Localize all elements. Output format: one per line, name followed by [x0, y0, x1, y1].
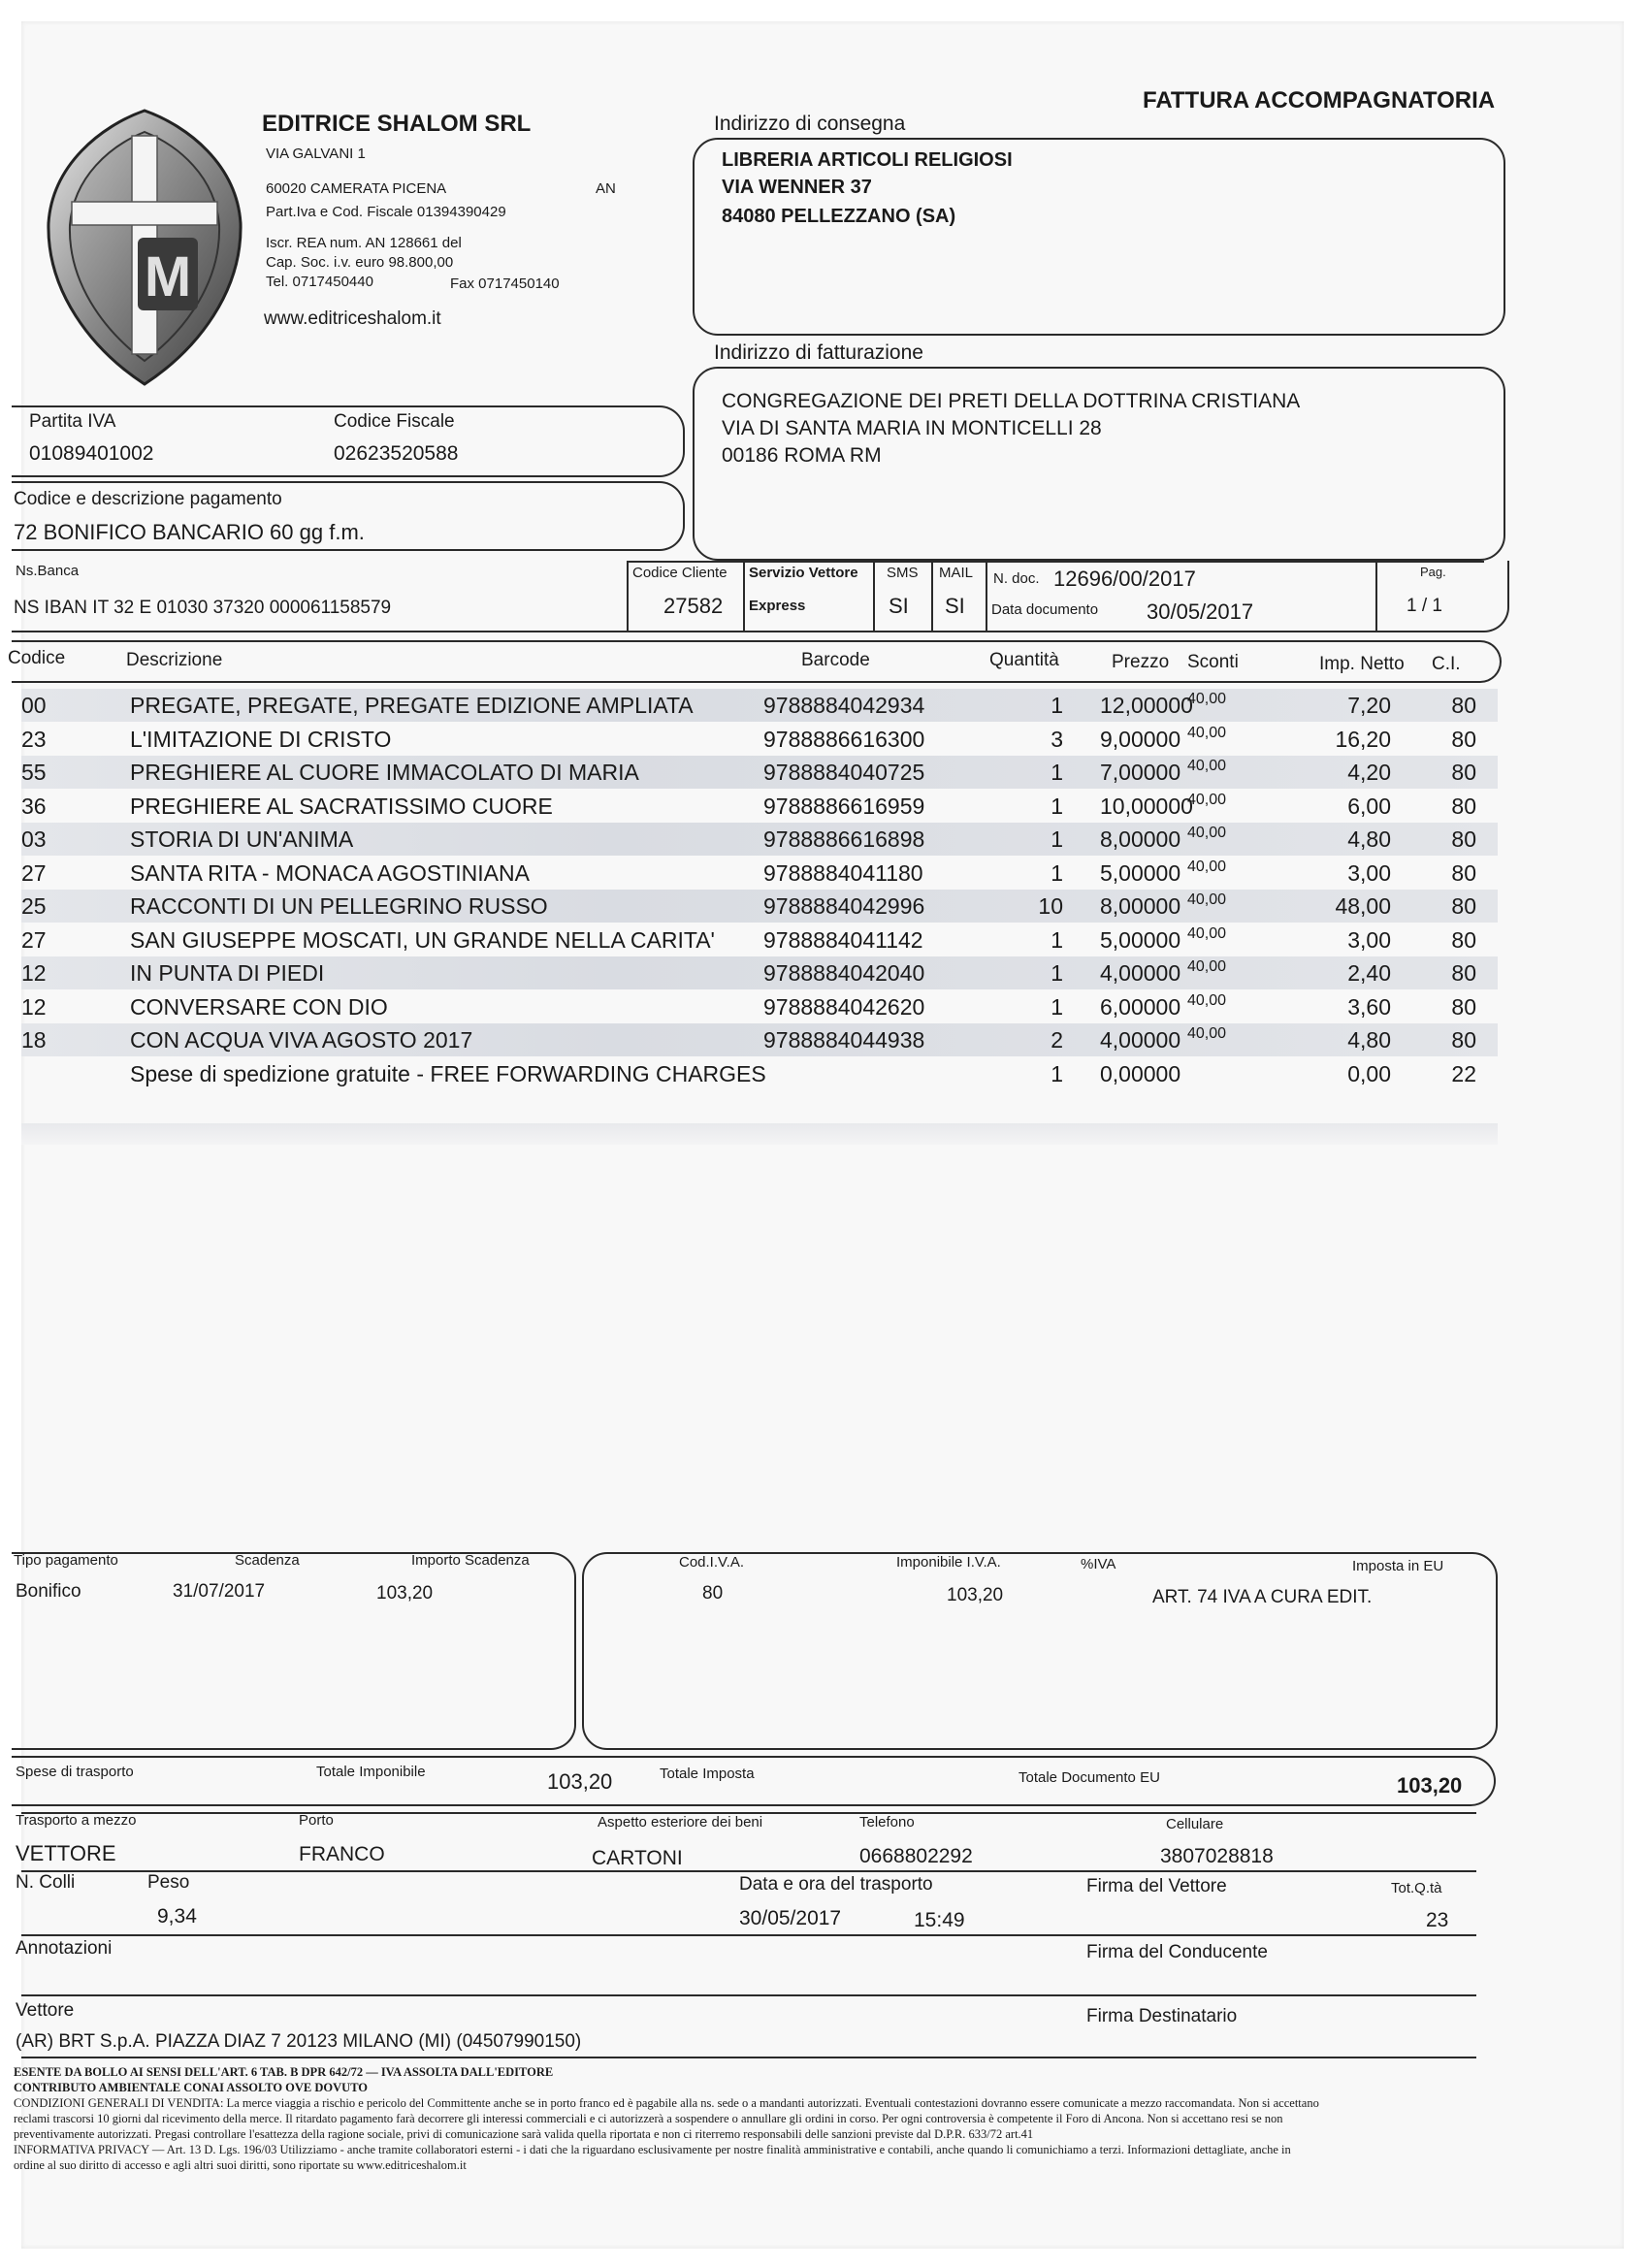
item-barcode: 9788884042934 — [763, 693, 925, 718]
billing-line3: 00186 ROMA RM — [722, 444, 882, 467]
th-desc: Descrizione — [126, 650, 223, 670]
iva-box — [582, 1552, 1498, 1750]
vettore-value: Express — [749, 598, 806, 614]
scadenza-value: 31/07/2017 — [173, 1581, 266, 1602]
annotazioni-label: Annotazioni — [16, 1938, 113, 1959]
item-net-amount: 4,80 — [1347, 1027, 1391, 1053]
item-vat-code: 80 — [1451, 760, 1476, 785]
table-row — [21, 1057, 1498, 1090]
item-discount: 40,00 — [1187, 991, 1227, 1009]
item-description: Spese di spedizione gratuite - FREE FORWARDING CHARGES — [130, 1060, 766, 1086]
company-name: EDITRICE SHALOM SRL — [262, 111, 532, 137]
item-code: 27 — [21, 926, 47, 953]
item-description: CON ACQUA VIVA AGOSTO 2017 — [130, 1027, 473, 1053]
company-capital: Cap. Soc. i.v. euro 98.800,00 — [266, 254, 454, 271]
item-price: 12,00000 — [1100, 693, 1193, 718]
company-fax: Fax 0717450140 — [450, 275, 560, 292]
item-description: PREGATE, PREGATE, PREGATE EDIZIONE AMPLIATA — [130, 693, 694, 718]
company-tel: Tel. 0717450440 — [266, 274, 373, 290]
ora-trasporto-value: 15:49 — [914, 1909, 965, 1931]
item-description: STORIA DI UN'ANIMA — [130, 826, 354, 852]
tot-qta-value: 23 — [1426, 1909, 1449, 1931]
item-price: 10,00000 — [1100, 793, 1193, 819]
item-vat-code: 80 — [1451, 826, 1476, 852]
aspetto-value: CARTONI — [592, 1847, 683, 1869]
vettore-label: Servizio Vettore — [749, 565, 858, 581]
item-net-amount: 0,00 — [1347, 1060, 1391, 1086]
mail-label: MAIL — [939, 565, 974, 581]
codice-fiscale-label: Codice Fiscale — [334, 411, 455, 432]
firma-destinatario-label: Firma Destinatario — [1086, 2006, 1238, 2026]
item-description: IN PUNTA DI PIEDI — [130, 960, 325, 986]
tipo-pagamento-value: Bonifico — [16, 1581, 81, 1602]
item-net-amount: 48,00 — [1335, 893, 1391, 919]
firma-conducente-label: Firma del Conducente — [1086, 1942, 1268, 1962]
table-row — [21, 756, 1498, 789]
billing-line1: CONGREGAZIONE DEI PRETI DELLA DOTTRINA CRISTIANA — [722, 390, 1301, 412]
item-code: 55 — [21, 760, 47, 785]
iva-cod-label: Cod.I.V.A. — [679, 1554, 744, 1571]
item-vat-code: 80 — [1451, 993, 1476, 1020]
totale-imponibile-label: Totale Imponibile — [316, 1764, 426, 1780]
iva-perc-value: ART. 74 IVA A CURA EDIT. — [1152, 1587, 1373, 1607]
sms-value: SI — [889, 594, 909, 618]
bank-value: NS IBAN IT 32 E 01030 37320 000061158579 — [14, 598, 392, 618]
porto-label: Porto — [299, 1812, 334, 1829]
iva-imponibile-label: Imponibile I.V.A. — [896, 1554, 1001, 1571]
data-ora-label: Data e ora del trasporto — [739, 1874, 933, 1895]
item-quantity: 1 — [1051, 693, 1063, 718]
table-header-box — [12, 640, 1502, 683]
item-price: 8,00000 — [1100, 826, 1181, 852]
item-discount: 40,00 — [1187, 1025, 1227, 1042]
item-net-amount: 3,60 — [1347, 993, 1391, 1020]
item-code: 12 — [21, 960, 47, 986]
delivery-line1: LIBRERIA ARTICOLI RELIGIOSI — [722, 149, 1013, 171]
item-barcode: 9788884044938 — [763, 1027, 925, 1053]
item-vat-code: 80 — [1451, 960, 1476, 986]
item-price: 8,00000 — [1100, 893, 1181, 919]
totale-documento-value: 103,20 — [1397, 1773, 1463, 1798]
item-vat-code: 80 — [1451, 859, 1476, 886]
cellulare-label: Cellulare — [1166, 1816, 1224, 1832]
item-quantity: 1 — [1051, 926, 1063, 953]
item-price: 0,00000 — [1100, 1060, 1181, 1086]
company-website: www.editriceshalom.it — [264, 308, 441, 329]
pag-label: Pag. — [1420, 565, 1446, 579]
item-quantity: 1 — [1051, 826, 1063, 852]
item-discount: 40,00 — [1187, 758, 1227, 774]
item-quantity: 1 — [1051, 960, 1063, 986]
company-city: 60020 CAMERATA PICENA — [266, 180, 447, 197]
item-description: L'IMITAZIONE DI CRISTO — [130, 726, 392, 752]
item-price: 4,00000 — [1100, 960, 1181, 986]
th-net: Imp. Netto — [1319, 654, 1405, 674]
item-price: 7,00000 — [1100, 760, 1181, 785]
table-row — [21, 790, 1498, 823]
vettore-value-transport: (AR) BRT S.p.A. PIAZZA DIAZ 7 20123 MILANO (MI) (04507990150) — [16, 2031, 582, 2052]
partita-iva-value: 01089401002 — [29, 442, 154, 465]
item-code: 36 — [21, 793, 47, 819]
item-barcode: 9788884041142 — [763, 926, 923, 953]
item-quantity: 1 — [1051, 793, 1063, 819]
footer-conditions-1: CONDIZIONI GENERALI DI VENDITA: La merce viaggia a rischio e pericolo del Committente anche se in porto franco ed è pagabile alla ns. sede o a mandanti autorizzati. Eventuali contestazioni dovranno essere comunicate a mezzo raccomandata. Non si accettano — [14, 2096, 1319, 2110]
totale-imposta-label: Totale Imposta — [660, 1766, 755, 1782]
item-discount: 40,00 — [1187, 858, 1227, 875]
payment-label: Codice e descrizione pagamento — [14, 489, 282, 509]
item-code: 03 — [21, 826, 47, 852]
table-row — [21, 923, 1498, 956]
delivery-line2: VIA WENNER 37 — [722, 177, 872, 198]
item-quantity: 2 — [1051, 1027, 1063, 1053]
item-vat-code: 80 — [1451, 1027, 1476, 1053]
billing-line2: VIA DI SANTA MARIA IN MONTICELLI 28 — [722, 417, 1102, 439]
iva-perc-label: %IVA — [1081, 1556, 1116, 1572]
item-price: 5,00000 — [1100, 859, 1181, 886]
document-title: FATTURA ACCOMPAGNATORIA — [1143, 87, 1496, 113]
item-quantity: 1 — [1051, 1060, 1063, 1086]
item-price: 9,00000 — [1100, 726, 1181, 752]
invoice-page — [8, 21, 1624, 2249]
table-row — [21, 823, 1498, 856]
firma-vettore-label: Firma del Vettore — [1086, 1876, 1227, 1896]
partita-iva-label: Partita IVA — [29, 411, 116, 432]
delivery-label: Indirizzo di consegna — [714, 113, 906, 135]
bank-label: Ns.Banca — [16, 563, 80, 579]
item-quantity: 10 — [1038, 893, 1063, 919]
svg-text:M: M — [144, 245, 192, 308]
footer-bollo: ESENTE DA BOLLO AI SENSI DELL'ART. 6 TAB. B DPR 642/72 — IVA ASSOLTA DALL'EDITORE — [14, 2065, 554, 2079]
item-quantity: 3 — [1051, 726, 1063, 752]
item-discount: 40,00 — [1187, 924, 1227, 942]
shalom-logo — [43, 107, 246, 388]
footer-conai: CONTRIBUTO AMBIENTALE CONAI ASSOLTO OVE DOVUTO — [14, 2081, 369, 2094]
th-barcode: Barcode — [801, 650, 870, 670]
company-rea: Iscr. REA num. AN 128661 del — [266, 235, 462, 251]
item-description: PREGHIERE AL CUORE IMMACOLATO DI MARIA — [130, 760, 639, 785]
item-barcode: 9788884041180 — [763, 859, 923, 886]
item-barcode: 9788884042040 — [763, 960, 925, 986]
item-net-amount: 4,20 — [1347, 760, 1391, 785]
delivery-line3: 84080 PELLEZZANO (SA) — [722, 206, 956, 227]
tipo-pagamento-label: Tipo pagamento — [14, 1552, 118, 1569]
scadenze-box — [12, 1552, 576, 1750]
item-net-amount: 16,20 — [1335, 726, 1391, 752]
footer-privacy-1: INFORMATIVA PRIVACY — Art. 13 D. Lgs. 196/03 Utilizziamo - anche tramite collaboratori esterni - i dati che la riguardano esclusivamente per nostre finalità amministrative e contabili, anche quando li comunichiamo a terzi. Informazioni dettagliate, anche in — [14, 2143, 1291, 2156]
item-vat-code: 22 — [1451, 1060, 1476, 1086]
item-barcode: 9788884040725 — [763, 760, 925, 785]
footer-conditions-3: preventivamente autorizzati. Pregasi controllare l'esattezza della ragione sociale, privi di comunicazione sarà valida quella riportata e non ci riterremo responsabili delle sanzioni previste dal D.P.R. 633/72 art.41 — [14, 2127, 1034, 2141]
item-code: 00 — [21, 693, 47, 718]
item-discount: 40,00 — [1187, 825, 1227, 841]
mail-value: SI — [945, 594, 965, 618]
item-discount: 40,00 — [1187, 724, 1227, 741]
item-net-amount: 3,00 — [1347, 926, 1391, 953]
item-quantity: 1 — [1051, 859, 1063, 886]
table-row — [21, 1023, 1498, 1056]
item-vat-code: 80 — [1451, 726, 1476, 752]
item-code: 18 — [21, 1027, 47, 1053]
company-street: VIA GALVANI 1 — [266, 146, 366, 162]
peso-value: 9,34 — [157, 1905, 197, 1928]
colli-label: N. Colli — [16, 1872, 76, 1893]
item-code: 12 — [21, 993, 47, 1020]
item-description: CONVERSARE CON DIO — [130, 993, 388, 1020]
table-row — [21, 857, 1498, 890]
scadenza-label: Scadenza — [235, 1552, 300, 1569]
item-description: SANTA RITA - MONACA AGOSTINIANA — [130, 859, 530, 886]
item-net-amount: 3,00 — [1347, 859, 1391, 886]
item-discount: 40,00 — [1187, 691, 1227, 707]
table-row — [21, 723, 1498, 756]
item-price: 5,00000 — [1100, 926, 1181, 953]
th-code: Codice — [8, 648, 66, 668]
iva-cod-value: 80 — [702, 1583, 724, 1604]
ndoc-value: 12696/00/2017 — [1053, 567, 1196, 591]
company-province: AN — [596, 180, 616, 197]
item-code: 25 — [21, 893, 47, 919]
importo-scadenza-value: 103,20 — [376, 1583, 434, 1604]
item-net-amount: 7,20 — [1347, 693, 1391, 718]
telefono-label: Telefono — [859, 1814, 915, 1831]
item-quantity: 1 — [1051, 760, 1063, 785]
item-barcode: 9788884042620 — [763, 993, 925, 1020]
imposta-label: Imposta in EU — [1352, 1558, 1444, 1574]
item-barcode: 9788886616959 — [763, 793, 925, 819]
importo-scadenza-label: Importo Scadenza — [411, 1552, 530, 1569]
data-documento-value: 30/05/2017 — [1147, 599, 1254, 624]
payment-value: 72 BONIFICO BANCARIO 60 gg f.m. — [14, 520, 365, 544]
th-price: Prezzo — [1112, 652, 1170, 672]
telefono-value: 0668802292 — [859, 1845, 973, 1867]
item-discount: 40,00 — [1187, 958, 1227, 975]
item-net-amount: 2,40 — [1347, 960, 1391, 986]
item-vat-code: 80 — [1451, 926, 1476, 953]
billing-label: Indirizzo di fatturazione — [714, 341, 923, 364]
peso-label: Peso — [147, 1872, 190, 1893]
pag-value: 1 / 1 — [1406, 596, 1442, 616]
totale-imponibile-value: 103,20 — [547, 1769, 613, 1794]
porto-value: FRANCO — [299, 1843, 385, 1865]
trasporto-mezzo-label: Trasporto a mezzo — [16, 1812, 137, 1829]
item-vat-code: 80 — [1451, 893, 1476, 919]
spese-trasporto-label: Spese di trasporto — [16, 1764, 134, 1780]
table-end-band — [21, 1123, 1498, 1145]
item-discount: 40,00 — [1187, 891, 1227, 908]
th-qty: Quantità — [989, 650, 1059, 670]
item-description: PREGHIERE AL SACRATISSIMO CUORE — [130, 793, 553, 819]
item-description: RACCONTI DI UN PELLEGRINO RUSSO — [130, 893, 548, 919]
item-description: SAN GIUSEPPE MOSCATI, UN GRANDE NELLA CARITA' — [130, 926, 715, 953]
company-vat: Part.Iva e Cod. Fiscale 01394390429 — [266, 204, 506, 220]
item-price: 6,00000 — [1100, 993, 1181, 1020]
table-row — [21, 990, 1498, 1023]
item-barcode: 9788884042996 — [763, 893, 925, 919]
item-code: 27 — [21, 859, 47, 886]
item-net-amount: 4,80 — [1347, 826, 1391, 852]
item-net-amount: 6,00 — [1347, 793, 1391, 819]
item-vat-code: 80 — [1451, 693, 1476, 718]
item-code: 23 — [21, 726, 47, 752]
tot-qta-label: Tot.Q.tà — [1391, 1880, 1442, 1896]
data-trasporto-value: 30/05/2017 — [739, 1907, 842, 1929]
vettore-label-transport: Vettore — [16, 2000, 75, 2021]
ndoc-label: N. doc. — [993, 570, 1040, 587]
codice-cliente-value: 27582 — [663, 594, 724, 618]
th-sconti: Sconti — [1187, 652, 1239, 672]
cellulare-value: 3807028818 — [1160, 1845, 1274, 1867]
table-row — [21, 956, 1498, 989]
iva-imponibile-value: 103,20 — [947, 1585, 1004, 1605]
sms-label: SMS — [887, 565, 919, 581]
item-discount: 40,00 — [1187, 791, 1227, 808]
item-price: 4,00000 — [1100, 1027, 1181, 1053]
item-barcode: 9788886616300 — [763, 726, 925, 752]
footer-privacy-2: ordine al suo diritto di accesso e agli altri suoi diritti, sono riportate su www.editriceshalom.it — [14, 2158, 467, 2172]
item-vat-code: 80 — [1451, 793, 1476, 819]
items-table — [21, 689, 1498, 1145]
aspetto-label: Aspetto esteriore dei beni — [598, 1814, 763, 1831]
table-row — [21, 890, 1498, 923]
totale-documento-label: Totale Documento EU — [1018, 1769, 1160, 1786]
th-ci: C.I. — [1432, 654, 1461, 674]
codice-fiscale-value: 02623520588 — [334, 442, 459, 465]
codice-cliente-label: Codice Cliente — [632, 565, 728, 581]
item-barcode: 9788886616898 — [763, 826, 925, 852]
data-documento-label: Data documento — [991, 601, 1099, 618]
item-quantity: 1 — [1051, 993, 1063, 1020]
footer-conditions-2: reclami trascorsi 10 giorni dal ricevimento della merce. Il ritardato pagamento farà decorrere gli interessi commerciali e ci autorizzerà a sospendere o annullare gli ordini in corso. Per ogni controversia è competente il Foro di Ancona. Non si accettano resi se non — [14, 2112, 1283, 2125]
trasporto-mezzo-value: VETTORE — [16, 1841, 116, 1865]
table-row — [21, 689, 1498, 722]
